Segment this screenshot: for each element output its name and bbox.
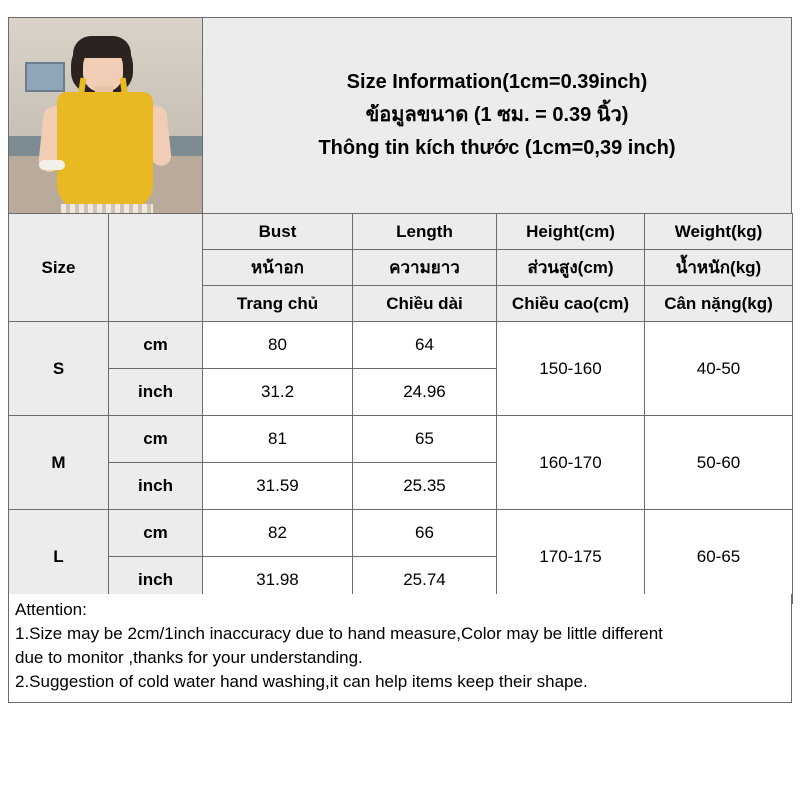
row-l-height: 170-175	[497, 510, 645, 604]
row-m-height: 160-170	[497, 416, 645, 510]
title-line-th: ข้อมูลขนาด (1 ซม. = 0.39 นิ้ว)	[365, 104, 629, 126]
row-s-length-inch: 24.96	[353, 369, 497, 416]
yellow-camisole-top	[57, 92, 153, 210]
photo-picture-frame	[25, 62, 65, 92]
row-s-height: 150-160	[497, 322, 645, 416]
size-table	[8, 213, 793, 604]
header-height-en: Height(cm)	[497, 214, 645, 250]
row-s-weight: 40-50	[645, 322, 793, 416]
attention-line-3: 2.Suggestion of cold water hand washing,it can help items keep their shape.	[15, 672, 588, 691]
header-height-vi: Chiều cao(cm)	[497, 286, 645, 322]
header-height-th: ส่วนสูง(cm)	[497, 250, 645, 286]
attention-block	[8, 594, 792, 703]
row-m-weight: 50-60	[645, 416, 793, 510]
attention-heading: Attention:	[15, 600, 87, 619]
row-s-length-cm: 64	[353, 322, 497, 369]
title-line-en: Size Information(1cm=0.39inch)	[346, 71, 648, 93]
attention-line-2: due to monitor ,thanks for your understanding.	[15, 648, 363, 667]
row-m-length-cm: 65	[353, 416, 497, 463]
row-m-unit-cm: cm	[109, 416, 203, 463]
header-unit-spacer	[109, 214, 203, 322]
header-length-en: Length	[353, 214, 497, 250]
table-row	[9, 322, 793, 369]
model-hair-front	[73, 36, 131, 58]
title-cell	[203, 18, 791, 213]
product-photo	[9, 18, 202, 213]
product-photo-cell	[9, 18, 203, 213]
header-size-label: Size	[9, 214, 109, 322]
row-s-bust-inch: 31.2	[203, 369, 353, 416]
row-s-unit-inch: inch	[109, 369, 203, 416]
row-l-bust-inch: 31.98	[203, 557, 353, 604]
row-s-bust-cm: 80	[203, 322, 353, 369]
header-bust-en: Bust	[203, 214, 353, 250]
row-l-length-cm: 66	[353, 510, 497, 557]
row-size-s: S	[9, 322, 109, 416]
model-bracelet	[39, 160, 65, 170]
table-header-row-en	[9, 214, 793, 250]
row-size-m: M	[9, 416, 109, 510]
row-size-l: L	[9, 510, 109, 604]
header-bust-th: หน้าอก	[203, 250, 353, 286]
header-weight-th: น้ำหนัก(kg)	[645, 250, 793, 286]
table-row	[9, 510, 793, 557]
header-length-vi: Chiều dài	[353, 286, 497, 322]
row-l-unit-inch: inch	[109, 557, 203, 604]
table-row	[9, 416, 793, 463]
row-l-unit-cm: cm	[109, 510, 203, 557]
header-length-th: ความยาว	[353, 250, 497, 286]
header-row	[8, 17, 792, 214]
row-l-length-inch: 25.74	[353, 557, 497, 604]
row-l-weight: 60-65	[645, 510, 793, 604]
row-m-bust-inch: 31.59	[203, 463, 353, 510]
row-m-length-inch: 25.35	[353, 463, 497, 510]
row-s-unit-cm: cm	[109, 322, 203, 369]
header-weight-vi: Cân nặng(kg)	[645, 286, 793, 322]
attention-line-1: 1.Size may be 2cm/1inch inaccuracy due to hand measure,Color may be little different	[15, 624, 663, 643]
title-line-vi: Thông tin kích thước (1cm=0,39 inch)	[318, 137, 676, 159]
row-m-bust-cm: 81	[203, 416, 353, 463]
row-l-bust-cm: 82	[203, 510, 353, 557]
model-skirt	[61, 204, 153, 213]
row-m-unit-inch: inch	[109, 463, 203, 510]
header-bust-vi: Trang chủ	[203, 286, 353, 322]
header-weight-en: Weight(kg)	[645, 214, 793, 250]
